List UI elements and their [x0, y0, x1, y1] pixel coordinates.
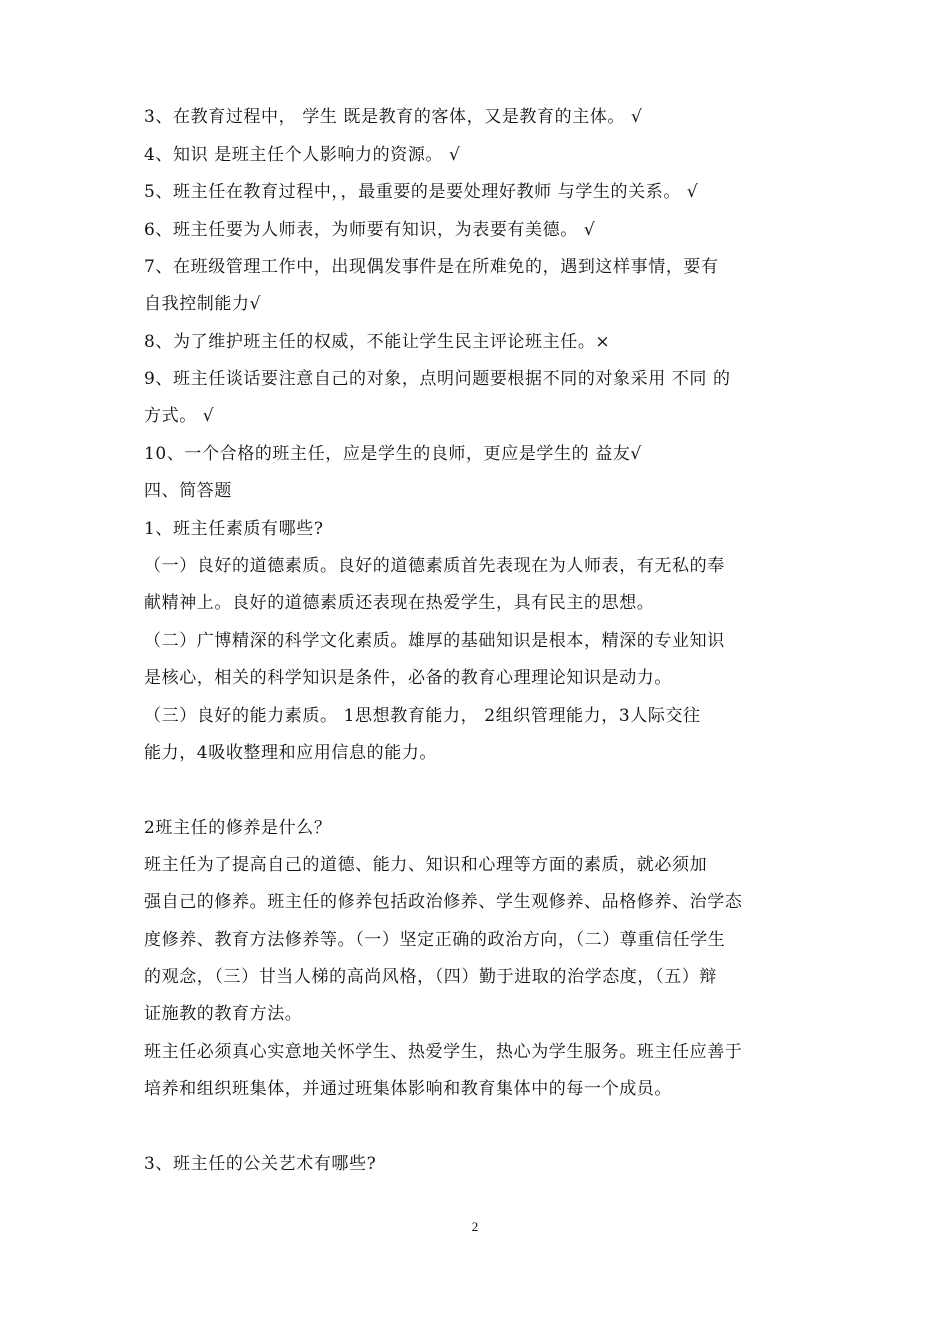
text-line: （三）良好的能力素质。 1思想教育能力， 2组织管理能力，3人际交往 — [144, 706, 701, 726]
question-heading: 3、班主任的公关艺术有哪些? — [144, 1154, 377, 1174]
text-line: （一）良好的道德素质。良好的道德素质首先表现在为人师表，有无私的奉 — [144, 556, 725, 576]
section-heading: 四、简答题 — [144, 481, 232, 501]
text-line: 培养和组织班集体，并通过班集体影响和教育集体中的每一个成员。 — [144, 1079, 672, 1099]
text-line: （二）广博精深的科学文化素质。雄厚的基础知识是根本，精深的专业知识 — [144, 631, 725, 651]
page-number: 2 — [471, 1219, 479, 1234]
text-line: 强自己的修养。班主任的修养包括政治修养、学生观修养、品格修养、治学态 — [144, 892, 743, 912]
text-line: 8、为了维护班主任的权威，不能让学生民主评论班主任。× — [144, 332, 611, 352]
question-heading: 1、班主任素质有哪些? — [144, 519, 324, 539]
text-line: 能力，4吸收整理和应用信息的能力。 — [144, 743, 438, 763]
text-line: 9、班主任谈话要注意自己的对象，点明问题要根据不同的对象采用 不同 的 — [144, 369, 731, 389]
text-line: 5、班主任在教育过程中，，最重要的是要处理好教师 与学生的关系。 √ — [144, 182, 699, 202]
text-line: 证施教的教育方法。 — [144, 1004, 303, 1024]
question-heading: 2班主任的修养是什么？ — [144, 818, 332, 838]
text-line: 班主任必须真心实意地关怀学生、热爱学生，热心为学生服务。班主任应善于 — [144, 1042, 743, 1062]
text-line: 4、知识 是班主任个人影响力的资源。 √ — [144, 145, 461, 165]
text-line: 献精神上。良好的道德素质还表现在热爱学生，具有民主的思想。 — [144, 593, 655, 613]
text-line: 7、在班级管理工作中，出现偶发事件是在所难免的，遇到这样事情，要有 — [144, 257, 719, 277]
text-line: 10、一个合格的班主任，应是学生的良师，更应是学生的 益友√ — [144, 444, 642, 464]
text-line: 度修养、教育方法修养等。（一）坚定正确的政治方向，（二）尊重信任学生 — [144, 930, 726, 950]
text-line: 方式。 √ — [144, 406, 215, 426]
text-line: 自我控制能力√ — [144, 294, 262, 314]
text-line: 的观念，（三）甘当人梯的高尚风格，（四）勤于进取的治学态度，（五）辩 — [144, 967, 717, 987]
text-line: 3、在教育过程中， 学生 既是教育的客体，又是教育的主体。 √ — [144, 107, 643, 127]
text-line: 是核心，相关的科学知识是条件，必备的教育心理理论知识是动力。 — [144, 668, 672, 688]
text-line: 班主任为了提高自己的道德、能力、知识和心理等方面的素质，就必须加 — [144, 855, 708, 875]
text-line: 6、班主任要为人师表，为师要有知识，为表要有美德。 √ — [144, 220, 596, 240]
